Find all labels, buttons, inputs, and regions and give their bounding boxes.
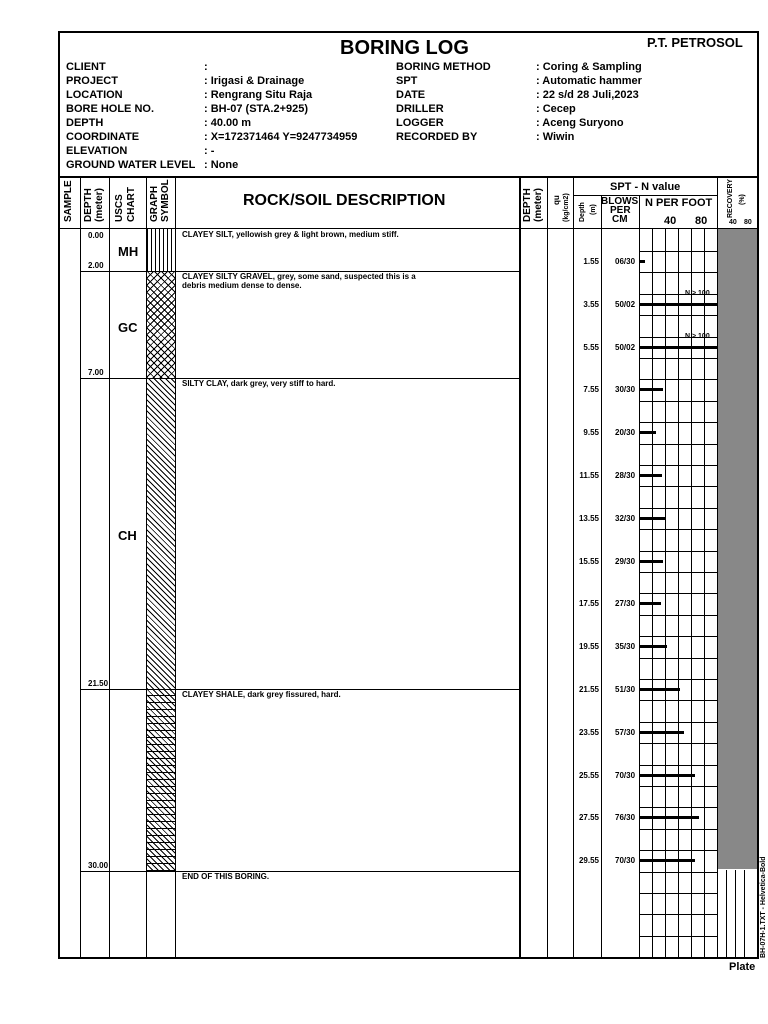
header-field-value: :: [204, 61, 208, 73]
spt-depth: 19.55: [578, 642, 599, 651]
grid-line: [639, 743, 717, 744]
chart-header: CHART: [126, 187, 137, 222]
n-value-bar: [640, 388, 663, 391]
npf-tick-80: 80: [695, 215, 708, 227]
rec-tick-40: 40: [729, 219, 737, 226]
n-value-bar: [640, 688, 680, 691]
header-field-label: LOGGER: [396, 117, 444, 129]
depth2-header: DEPTH: [522, 188, 533, 222]
file-note: BH-07H-1.TXT - Helvetica-Bold: [760, 856, 767, 958]
header-field-value: : Wiwin: [536, 131, 575, 143]
spt-blows: 50/02: [615, 343, 636, 352]
spt-title-divider: [573, 195, 717, 196]
plate-label: Plate: [729, 961, 756, 973]
spt-depth: 21.55: [578, 685, 599, 694]
spt-depth: 7.55: [583, 385, 599, 394]
spt-blows: 06/30: [615, 257, 636, 266]
recovery-bar: [718, 229, 757, 869]
col-line: [80, 177, 81, 958]
n-value-bar: [640, 474, 662, 477]
spt-depth: 9.55: [583, 428, 599, 437]
header-field-label: DEPTH: [66, 117, 104, 129]
grid-line: [735, 870, 736, 958]
n-value-bar: [640, 859, 695, 862]
grid-line: [639, 551, 717, 552]
document-title: BORING LOG: [340, 37, 469, 59]
header-field-label: BORING METHOD: [396, 61, 491, 73]
grid-line: [639, 572, 717, 573]
grid-line: [639, 700, 717, 701]
recovery-header: RECOVERY: [727, 178, 734, 218]
grid-line: [639, 422, 717, 423]
grid-line: [639, 379, 717, 380]
spt-depth: 11.55: [579, 471, 599, 480]
spt-blows: 27/30: [615, 599, 636, 608]
qu-unit-header: (kg/cm2): [563, 193, 570, 222]
spt-blows: 30/30: [615, 385, 636, 394]
header-field-label: COORDINATE: [66, 131, 140, 143]
grid-line: [639, 508, 717, 509]
n-over-limit-note: N > 100: [685, 290, 710, 297]
spt-title: SPT - N value: [610, 181, 681, 193]
grid-line: [639, 251, 717, 252]
spt-depth: 1.55: [583, 257, 599, 266]
header-field-label: DATE: [396, 89, 426, 101]
n-value-bar: [640, 774, 695, 777]
spt-depth: 25.55: [578, 771, 599, 780]
n-over-limit-note: N > 100: [685, 333, 710, 340]
grid-line: [639, 636, 717, 637]
depth2-unit-header: (meter): [533, 188, 544, 222]
spt-depth: 17.55: [578, 599, 599, 608]
header-field-label: RECORDED BY: [396, 131, 478, 143]
graph-symbol-shale: [147, 689, 175, 871]
n-value-bar: [640, 602, 661, 605]
depth-unit-header: (meter): [94, 188, 105, 222]
layer-description: END OF THIS BORING.: [182, 872, 270, 881]
uscs-header: USCS: [114, 194, 125, 222]
graph-symbol-ch: [147, 378, 175, 689]
sample-header: SAMPLE: [63, 180, 74, 222]
spt-depth: 29.55: [578, 856, 599, 865]
npf-tick-40: 40: [664, 215, 677, 227]
header-field-label: LOCATION: [66, 89, 123, 101]
header-field-value: : 22 s/d 28 Juli,2023: [536, 89, 639, 101]
spt-blows: 20/30: [615, 428, 636, 437]
header-field-value: : BH-07 (STA.2+925): [204, 103, 309, 115]
grid-line: [639, 786, 717, 787]
spt-blows: 32/30: [615, 514, 636, 523]
grid-line: [639, 936, 717, 937]
grid-line: [639, 765, 717, 766]
graph-header: GRAPH: [149, 185, 160, 222]
col-line: [175, 177, 176, 958]
header-field-label: PROJECT: [66, 75, 118, 87]
spt-blows: 70/30: [615, 771, 636, 780]
blows-header: BLOWS: [601, 196, 639, 207]
header-field-label: SPT: [396, 75, 418, 87]
header-field-label: ELEVATION: [66, 145, 128, 157]
grid-line: [639, 850, 717, 851]
col-line: [573, 177, 574, 958]
grid-line: [726, 870, 727, 958]
grid-line: [639, 829, 717, 830]
spt-blows: 28/30: [615, 471, 636, 480]
n-value-bar: [640, 303, 717, 306]
col-line: [601, 195, 602, 958]
spt-depth: 3.55: [583, 300, 599, 309]
grid-line: [639, 679, 717, 680]
grid-line: [639, 722, 717, 723]
header-field-value: : Irigasi & Drainage: [204, 75, 305, 87]
header-field-value: : Cecep: [536, 103, 576, 115]
grid-line: [639, 914, 717, 915]
spt-depth: 27.55: [578, 813, 599, 822]
layer-depth: 0.00: [88, 231, 104, 240]
header-field-value: : None: [204, 159, 239, 171]
grid-line: [639, 615, 717, 616]
spt-blows: 35/30: [615, 642, 636, 651]
header-field-value: : Aceng Suryono: [536, 117, 624, 129]
n-per-foot-header: N PER FOOT: [645, 197, 713, 209]
layer-depth: 2.00: [88, 261, 104, 270]
header-field-label: BORE HOLE NO.: [66, 103, 155, 115]
header-field-value: : X=172371464 Y=9247734959: [204, 131, 358, 143]
spt-blows: 50/02: [615, 300, 636, 309]
layer-description: CLAYEY SHALE, dark grey fissured, hard.: [182, 690, 341, 699]
grid-line: [639, 957, 717, 958]
grid-line: [639, 315, 717, 316]
grid-line: [639, 807, 717, 808]
spt-blows: 70/30: [615, 856, 636, 865]
grid-line: [639, 593, 717, 594]
header-field-value: : Coring & Sampling: [536, 61, 642, 73]
header-field-label: CLIENT: [66, 61, 106, 73]
grid-line: [639, 893, 717, 894]
symbol-header: SYMBOL: [160, 179, 171, 222]
spt-blows: 76/30: [615, 813, 636, 822]
uscs-symbol: CH: [118, 528, 137, 543]
grid-line: [639, 465, 717, 466]
n-value-bar: [640, 731, 684, 734]
graph-symbol-mh: [147, 229, 175, 271]
grid-line: [639, 401, 717, 402]
header-field-label: DRILLER: [396, 103, 444, 115]
n-value-bar: [640, 645, 667, 648]
uscs-symbol: MH: [118, 244, 139, 259]
grid-line: [639, 486, 717, 487]
company-name: P.T. PETROSOL: [647, 35, 743, 50]
spt-blows: 51/30: [615, 685, 636, 694]
layer-description: CLAYEY SILTY GRAVEL, grey, some sand, suspected this is a debris medium dense to dense.: [182, 272, 416, 290]
graph-symbol-gc: [147, 271, 175, 378]
layer-description: SILTY CLAY, dark grey, very stiff to hard.: [182, 379, 336, 388]
col-line: [109, 177, 110, 958]
description-header: ROCK/SOIL DESCRIPTION: [243, 192, 446, 209]
n-value-bar: [640, 346, 717, 349]
header-field-label: GROUND WATER LEVEL: [66, 159, 196, 171]
layer-depth: 7.00: [88, 368, 104, 377]
n-value-bar: [640, 816, 699, 819]
grid-line: [744, 870, 745, 958]
grid-line: [639, 358, 717, 359]
spt-depth: 5.55: [583, 343, 599, 352]
col-line: [547, 177, 548, 958]
spt-depth-header: Depth: [579, 202, 586, 222]
grid-line: [639, 529, 717, 530]
spt-blows: 29/30: [615, 557, 636, 566]
n-value-bar: [640, 260, 645, 263]
layer-depth: 30.00: [88, 861, 109, 870]
header-field-value: : 40.00 m: [204, 117, 252, 129]
grid-line: [639, 272, 717, 273]
recovery-unit-header: (%): [739, 194, 746, 205]
cm-header: CM: [612, 214, 628, 225]
qu-header: qu: [552, 195, 561, 205]
header-field-value: : -: [204, 145, 215, 157]
layer-description: CLAYEY SILT, yellowish grey & light brown, medium stiff.: [182, 230, 399, 239]
per-header: PER: [610, 205, 631, 216]
col-line: [639, 195, 640, 958]
header-divider: [58, 176, 759, 178]
header-field-value: : Automatic hammer: [536, 75, 642, 87]
spt-depth: 13.55: [578, 514, 599, 523]
depth-header: DEPTH: [83, 188, 94, 222]
spt-blows: 57/30: [615, 728, 636, 737]
grid-line: [639, 444, 717, 445]
col-line: [519, 177, 521, 958]
n-value-bar: [640, 517, 665, 520]
layer-depth: 21.50: [88, 679, 109, 688]
uscs-symbol: GC: [118, 320, 138, 335]
header-field-value: : Rengrang Situ Raja: [204, 89, 313, 101]
n-value-bar: [640, 560, 663, 563]
grid-line: [639, 872, 717, 873]
spt-depth: 23.55: [578, 728, 599, 737]
grid-line: [639, 658, 717, 659]
spt-depth: 15.55: [578, 557, 599, 566]
rec-tick-80: 80: [744, 219, 752, 226]
spt-depth-unit-header: (m): [590, 204, 597, 215]
n-value-bar: [640, 431, 656, 434]
